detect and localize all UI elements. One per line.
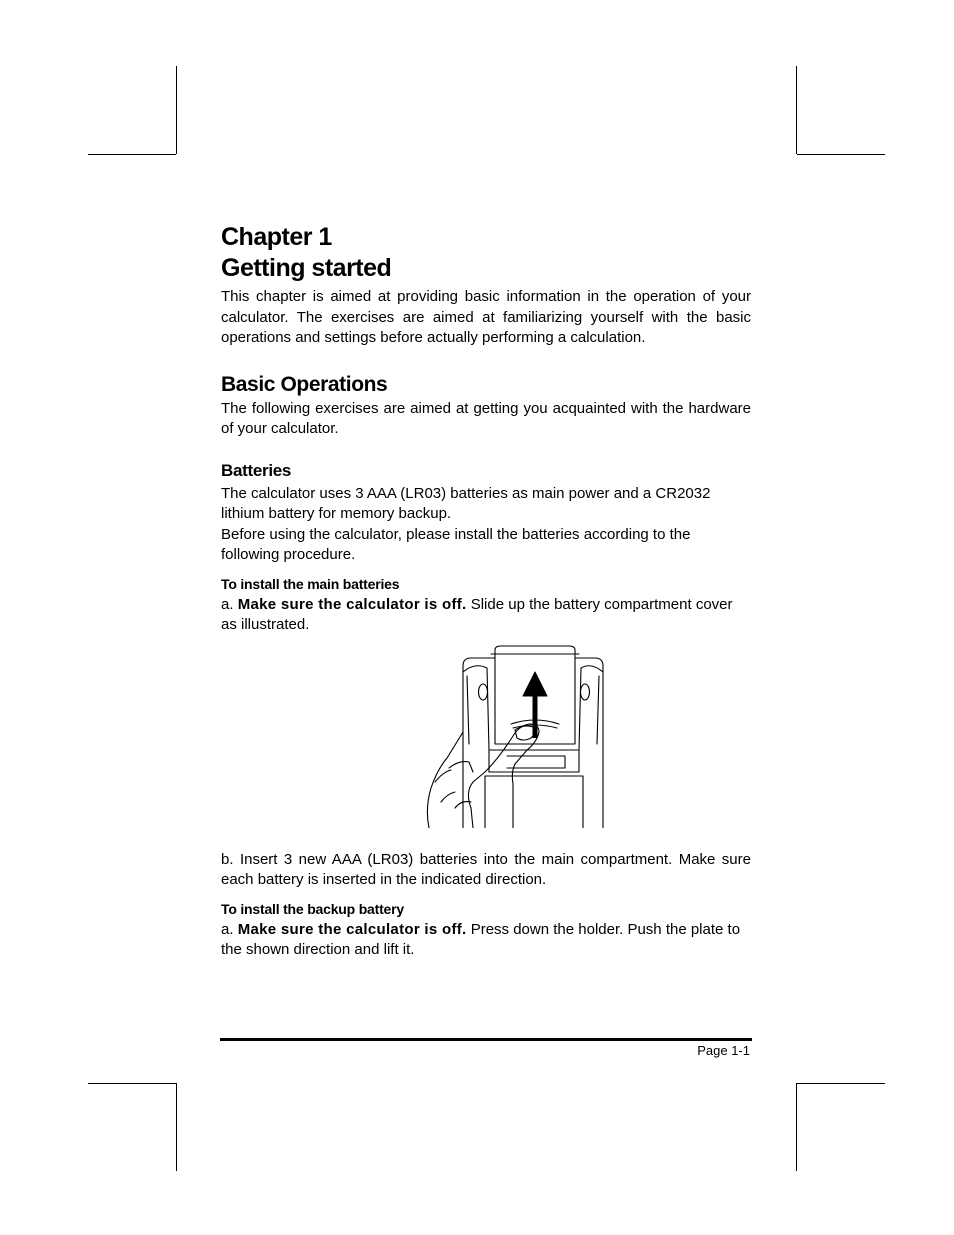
battery-cover-illustration: [415, 632, 615, 828]
heading-install-backup-battery: To install the backup battery: [221, 900, 404, 917]
page-number: Page 1-1: [697, 1043, 750, 1058]
chapter-number: Chapter 1: [221, 223, 332, 251]
footer-rule: [220, 1038, 752, 1041]
batteries-text-1: The calculator uses 3 AAA (LR03) batteries as main power and a CR2032 lithium battery for memory backup.: [221, 484, 711, 522]
basic-operations-text: The following exercises are aimed at getting you acquainted with the hardware of your calculator.: [221, 399, 751, 437]
batteries-text-2: Before using the calculator, please install the batteries according to the following procedure.: [221, 525, 691, 563]
section-heading-basic-operations: Basic Operations: [221, 372, 388, 396]
crop-mark-top-right-vertical: [796, 66, 797, 154]
subsection-heading-batteries: Batteries: [221, 460, 292, 480]
crop-mark-bottom-left-vertical: [176, 1083, 177, 1171]
chapter-title: Getting started: [221, 254, 392, 282]
backup-step-a-instruction: Press down the holder. Push the plate to the shown direction and lift it.: [221, 920, 741, 958]
step-a-prefix: a.: [221, 595, 238, 613]
crop-mark-top-left-vertical: [176, 66, 177, 154]
heading-install-main-batteries: To install the main batteries: [221, 575, 400, 592]
backup-battery-step-a: [221, 920, 751, 961]
step-a-instruction: Slide up the battery compartment cover as illustrated.: [221, 595, 733, 633]
main-batteries-step-b: b. Insert 3 new AAA (LR03) batteries into the main compartment. Make sure each battery is inserted in the indicated direction.: [221, 850, 751, 888]
battery-cover-drawing: [415, 632, 615, 828]
backup-step-a-warning: Make sure the calculator is off.: [237, 920, 467, 938]
crop-mark-bottom-right-vertical: [796, 1083, 797, 1171]
crop-mark-top-right-horizontal: [797, 154, 885, 155]
crop-mark-top-left-horizontal: [88, 154, 176, 155]
main-batteries-step-a: [221, 595, 751, 636]
step-a-warning: Make sure the calculator is off.: [237, 595, 467, 613]
chapter-intro: This chapter is aimed at providing basic information in the operation of your calculator. The exercises are aimed at familiarizing yourself with the basic operations and settings before actually performing a calculation.: [221, 288, 751, 346]
backup-step-a-prefix: a.: [221, 920, 238, 938]
crop-mark-bottom-right-horizontal: [797, 1083, 885, 1084]
crop-mark-bottom-left-horizontal: [88, 1083, 176, 1084]
page-content: [221, 222, 751, 961]
